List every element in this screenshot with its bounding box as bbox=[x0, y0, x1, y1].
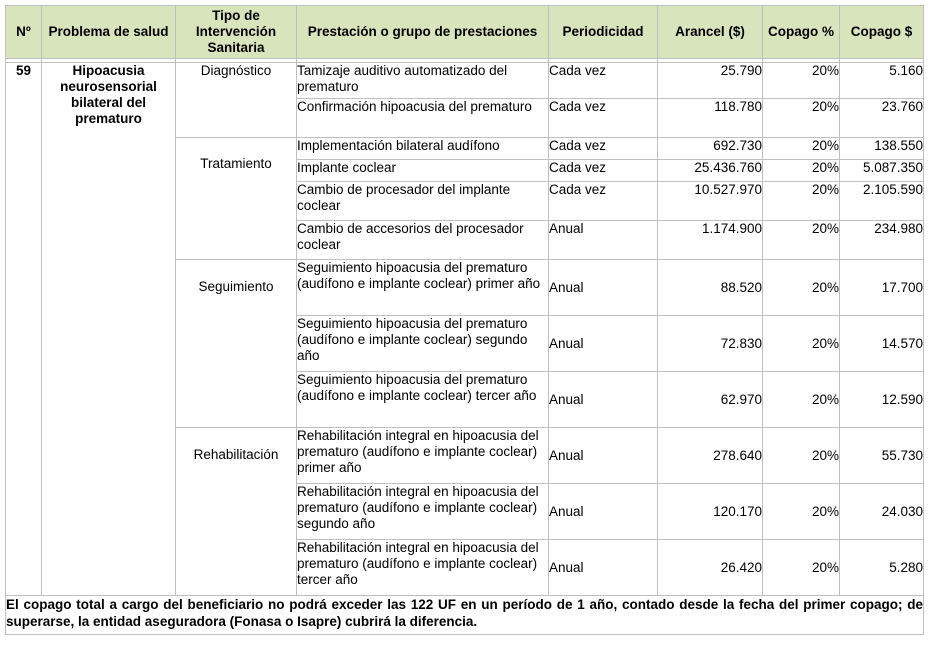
copago-pct-cell: 20% bbox=[763, 99, 840, 138]
arancel-cell: 25.436.760 bbox=[658, 160, 763, 182]
periodicidad-cell: Cada vez bbox=[549, 99, 658, 138]
periodicidad-cell: Cada vez bbox=[549, 160, 658, 182]
problem-name: Hipoacusia neurosensorial bilateral del prematuro bbox=[42, 63, 176, 596]
problem-number: 59 bbox=[6, 63, 42, 596]
header-copago-pct: Copago % bbox=[763, 6, 840, 59]
copago-cell: 5.280 bbox=[840, 540, 924, 596]
periodicidad-cell: Cada vez bbox=[549, 138, 658, 160]
arancel-cell: 25.790 bbox=[658, 63, 763, 99]
periodicidad-cell: Anual bbox=[549, 540, 658, 596]
copago-cell: 5.160 bbox=[840, 63, 924, 99]
copago-pct-cell: 20% bbox=[763, 221, 840, 260]
copago-limit-note: El copago total a cargo del beneficiario no podrá exceder las 122 UF en un período de 1 año, contado desde la fecha del primer copago; de superarse, la entidad aseguradora (Fonasa o Isapre) cubrirá la diferencia. bbox=[6, 596, 924, 635]
group-tratamiento: Tratamiento bbox=[176, 138, 297, 260]
copago-pct-cell: 20% bbox=[763, 138, 840, 160]
prestacion-cell: Seguimiento hipoacusia del prematuro (audífono e implante coclear) primer año bbox=[297, 260, 549, 316]
copago-pct-cell: 20% bbox=[763, 160, 840, 182]
arancel-cell: 692.730 bbox=[658, 138, 763, 160]
arancel-cell: 120.170 bbox=[658, 484, 763, 540]
group-seguimiento: Seguimiento bbox=[176, 260, 297, 428]
copago-table bbox=[5, 5, 924, 635]
copago-cell: 17.700 bbox=[840, 260, 924, 316]
copago-pct-cell: 20% bbox=[763, 316, 840, 372]
arancel-cell: 118.780 bbox=[658, 99, 763, 138]
copago-pct-cell: 20% bbox=[763, 63, 840, 99]
header-no: Nº bbox=[6, 6, 42, 59]
prestacion-cell: Confirmación hipoacusia del prematuro bbox=[297, 99, 549, 138]
header-tipo: Tipo de Intervención Sanitaria bbox=[176, 6, 297, 59]
periodicidad-cell: Anual bbox=[549, 428, 658, 484]
prestacion-cell: Cambio de procesador del implante coclear bbox=[297, 182, 549, 221]
header-arancel: Arancel ($) bbox=[658, 6, 763, 59]
prestacion-cell: Rehabilitación integral en hipoacusia del prematuro (audífono e implante coclear) segundo año bbox=[297, 484, 549, 540]
arancel-cell: 72.830 bbox=[658, 316, 763, 372]
periodicidad-cell: Anual bbox=[549, 260, 658, 316]
prestacion-cell: Implementación bilateral audífono bbox=[297, 138, 549, 160]
copago-cell: 14.570 bbox=[840, 316, 924, 372]
copago-pct-cell: 20% bbox=[763, 372, 840, 428]
copago-pct-cell: 20% bbox=[763, 260, 840, 316]
copago-cell: 5.087.350 bbox=[840, 160, 924, 182]
arancel-cell: 10.527.970 bbox=[658, 182, 763, 221]
periodicidad-cell: Anual bbox=[549, 316, 658, 372]
copago-cell: 23.760 bbox=[840, 99, 924, 138]
group-rehabilitacion: Rehabilitación bbox=[176, 428, 297, 596]
header-periodicidad: Periodicidad bbox=[549, 6, 658, 59]
periodicidad-cell: Anual bbox=[549, 372, 658, 428]
prestacion-cell: Tamizaje auditivo automatizado del prematuro bbox=[297, 63, 549, 99]
prestacion-cell: Rehabilitación integral en hipoacusia del prematuro (audífono e implante coclear) tercer año bbox=[297, 540, 549, 596]
copago-pct-cell: 20% bbox=[763, 182, 840, 221]
arancel-cell: 278.640 bbox=[658, 428, 763, 484]
copago-pct-cell: 20% bbox=[763, 540, 840, 596]
header-copago-monto: Copago $ bbox=[840, 6, 924, 59]
prestacion-cell: Cambio de accesorios del procesador coclear bbox=[297, 221, 549, 260]
periodicidad-cell: Cada vez bbox=[549, 182, 658, 221]
prestacion-cell: Implante coclear bbox=[297, 160, 549, 182]
header-row bbox=[6, 6, 924, 59]
arancel-cell: 1.174.900 bbox=[658, 221, 763, 260]
copago-pct-cell: 20% bbox=[763, 428, 840, 484]
periodicidad-cell: Cada vez bbox=[549, 63, 658, 99]
copago-cell: 2.105.590 bbox=[840, 182, 924, 221]
periodicidad-cell: Anual bbox=[549, 484, 658, 540]
copago-cell: 55.730 bbox=[840, 428, 924, 484]
table-row bbox=[6, 63, 924, 99]
copago-cell: 12.590 bbox=[840, 372, 924, 428]
prestacion-cell: Rehabilitación integral en hipoacusia del prematuro (audífono e implante coclear) primer año bbox=[297, 428, 549, 484]
copago-cell: 234.980 bbox=[840, 221, 924, 260]
prestacion-cell: Seguimiento hipoacusia del prematuro (audífono e implante coclear) tercer año bbox=[297, 372, 549, 428]
header-prestacion: Prestación o grupo de prestaciones bbox=[297, 6, 549, 59]
copago-cell: 138.550 bbox=[840, 138, 924, 160]
arancel-cell: 62.970 bbox=[658, 372, 763, 428]
header-problema: Problema de salud bbox=[42, 6, 176, 59]
prestacion-cell: Seguimiento hipoacusia del prematuro (audífono e implante coclear) segundo año bbox=[297, 316, 549, 372]
periodicidad-cell: Anual bbox=[549, 221, 658, 260]
arancel-cell: 88.520 bbox=[658, 260, 763, 316]
copago-cell: 24.030 bbox=[840, 484, 924, 540]
arancel-cell: 26.420 bbox=[658, 540, 763, 596]
group-diagnostico: Diagnóstico bbox=[176, 63, 297, 138]
copago-pct-cell: 20% bbox=[763, 484, 840, 540]
footer-row bbox=[6, 596, 924, 635]
